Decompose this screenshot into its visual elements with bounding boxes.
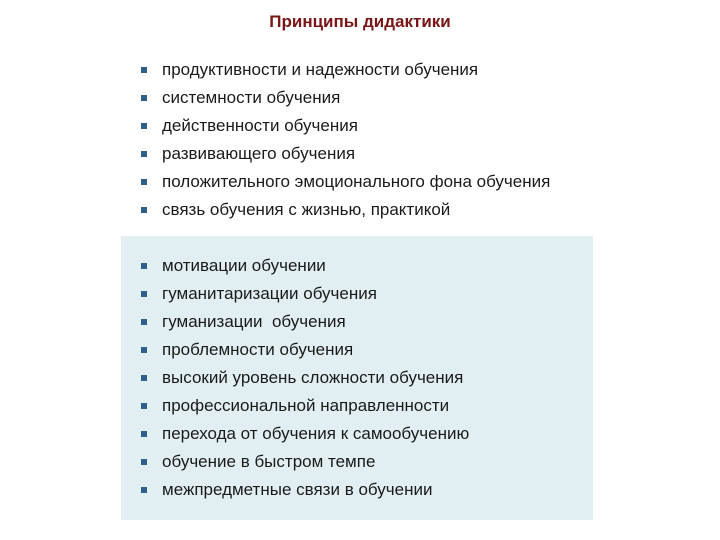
- square-bullet-icon: [141, 487, 147, 493]
- square-bullet-icon: [141, 403, 147, 409]
- square-bullet-icon: [141, 123, 147, 129]
- list-item: [140, 336, 469, 364]
- list-item-label: положительного эмоционального фона обучения: [162, 172, 551, 191]
- list-item: [140, 308, 469, 336]
- square-bullet-icon: [141, 375, 147, 381]
- square-bullet-icon: [141, 319, 147, 325]
- square-bullet-icon: [141, 291, 147, 297]
- square-bullet-icon: [141, 151, 147, 157]
- list-item: [140, 56, 550, 84]
- list-item: [140, 140, 550, 168]
- list-item: [140, 168, 550, 196]
- list-item: [140, 84, 550, 112]
- list-item: [140, 364, 469, 392]
- list-item: [140, 448, 469, 476]
- list-item: [140, 392, 469, 420]
- list-item-label: обучение в быстром темпе: [162, 452, 376, 471]
- list-item-label: профессиональной направленности: [162, 396, 450, 415]
- square-bullet-icon: [141, 207, 147, 213]
- list-item: [140, 420, 469, 448]
- page-title: Принципы дидактики: [269, 12, 451, 31]
- square-bullet-icon: [141, 431, 147, 437]
- principles-list-secondary: [140, 252, 469, 504]
- square-bullet-icon: [141, 179, 147, 185]
- list-item: [140, 280, 469, 308]
- list-item-label: межпредметные связи в обучении: [162, 480, 433, 499]
- square-bullet-icon: [141, 67, 147, 73]
- list-item: [140, 476, 469, 504]
- list-item-label: гуманитаризации обучения: [162, 284, 377, 303]
- list-item-label: системности обучения: [162, 88, 341, 107]
- principles-list-primary: [140, 56, 550, 224]
- list-item-label: проблемности обучения: [162, 340, 354, 359]
- square-bullet-icon: [141, 95, 147, 101]
- square-bullet-icon: [141, 347, 147, 353]
- list-item-label: продуктивности и надежности обучения: [162, 60, 479, 79]
- list-item-label: перехода от обучения к самообучению: [162, 424, 470, 443]
- list-item-label: действенности обучения: [162, 116, 358, 135]
- list-item: [140, 196, 550, 224]
- list-item-label: высокий уровень сложности обучения: [162, 368, 464, 387]
- list-item-label: мотивации обучении: [162, 256, 326, 275]
- list-item-label: связь обучения с жизнью, практикой: [162, 200, 451, 219]
- square-bullet-icon: [141, 459, 147, 465]
- square-bullet-icon: [141, 263, 147, 269]
- list-item: [140, 112, 550, 140]
- list-item-label: развивающего обучения: [162, 144, 356, 163]
- list-item-label: гуманизации обучения: [162, 312, 346, 331]
- list-item: [140, 252, 469, 280]
